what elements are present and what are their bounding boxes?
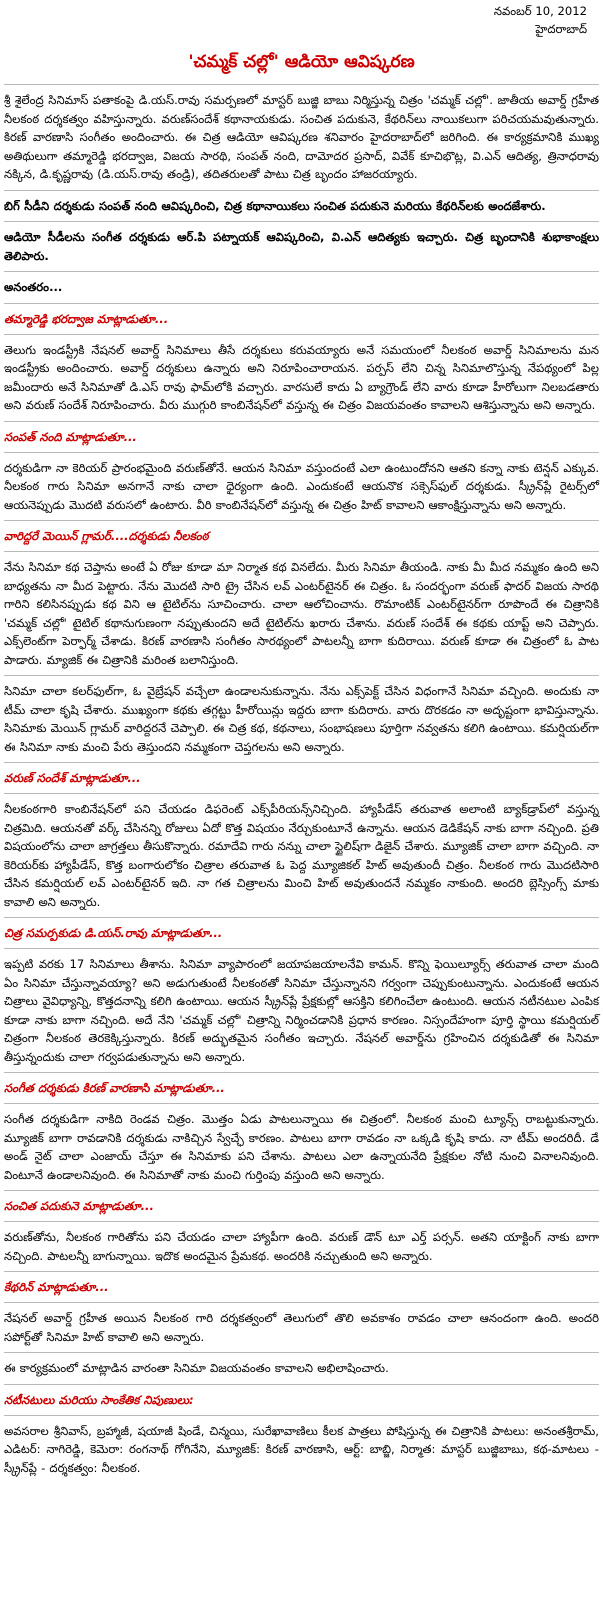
section-heading-sanchitha: సంచిత పదుకునె మాట్లాడుతూ...	[4, 1199, 154, 1213]
divider	[4, 303, 599, 304]
closing-paragraph: ఈ కార్యక్రమంలో మాట్లాడిన వారంతా సినిమా విజయవంతం కావాలని అభిలాషించారు.	[4, 1361, 389, 1375]
section-paragraph: నేను సినిమా కథ చెప్తాను అంటే ఏ రోజు కూడా మా నిర్మాత కథ వినలేదు. మీరు సినిమా తీయండి. నాకు మీ మీద నమ్మకం ఉంది అని బాధ్యతను నా మీద పెట్టారు. నేను మొదటి సారి ట్రై చేసిన లవ్ ఎంటర్‌టైనర్ ఈ చిత్రం. ఓ సందర్భంగా వరుణ్ ఫాదర్ విజయ సారథి గారిని కలిసినప్పుడు కథ విని ఆ టైటిల్‌ను సూచించారు. చాలా ఆలోచించాను. రొమాంటిక్ ఎంటర్‌టైనర్‌గా రూపొందే ఈ చిత్రానికి 'చమ్మక్ చల్లో' టైటిల్ కథానుగుణంగా నప్పుతుందని అదే టైటిల్‌ను ఖరారు చేశాను. వరుణ్ సందేశ్ ఈ కథకు యాప్ట్ అని చెప్పారు. ఎక్స్‌లెంట్‌గా పెర్ఫార్మ్ చేశాడు. కిరణ్ వారణాసి సంగీతం సారథ్యంలో పాటలన్నీ బాగా కుదిరాయి. వరుణ్ కూడా ఈ చిత్రంలో ఓ పాట పాడారు. మ్యాజిక్ ఈ చిత్రానికి మరింత బలానిస్తుంది.	[4, 560, 599, 667]
divider	[4, 1103, 599, 1104]
section-paragraph: ఇప్పటి వరకు 17 సినిమాలు తీశాను. సినిమా వ్యాపారంలో జయాపజయాలనేవి కామన్. కొన్ని ఫెయిల్యూర్స్ తరువాత చాలా మంది ఏం సినిమా చేస్తున్నావయ్యా? అని అడుగుతుంటే నీలకంఠతో సినిమా చేస్తున్నానని గర్వంగా చెప్పుకుంటున్నాను. ఎందుకంటే ఆయన చిత్రాలు వైవిధ్యాన్ని, కొత్తదనాన్ని కలిగి ఉంటాయి. ఆయన స్క్రీన్‌ప్లే ప్రేక్షకుల్లో ఆసక్తిని కలిగించేలా ఉంటుంది. ఆయన నటీనటుల ఎంపిక కూడా నాకు బాగా నచ్చింది. అదే నేని 'చమ్మక్ చల్లో' చిత్రాన్ని నిర్మించడానికి ప్రధాన కారణం. నిస్సందేహంగా పూర్తి స్థాయి కమర్షియల్ చిత్రంగా నీలకంఠ తెరకెక్కిస్తున్నారు. కిరణ్ అద్భుతమైన సంగీతం ఇచ్చారు. నేషనల్ అవార్డ్‌ను గ్రహించిన దర్శకుడితో ఈ సినిమా తీస్తున్నందుకు చాలా గర్వపడుతున్నాను అని అన్నారు.	[4, 957, 599, 1064]
section-paragraph: దర్శకుడిగా నా కెరియర్ ప్రారంభమైంది వరుణ్‌తోనే. ఆయన సినిమా వస్తుందంటే ఎలా ఉంటుందోనని ఆతని కన్నా నాకు టెన్షన్ ఎక్కువ. నీలకంఠ గారు సినిమా అనగానే నాకు చాలా ధైర్యంగా ఉంది. ఎందుకంటే ఆయనొక సక్సెస్‌ఫుల్ దర్శకుడు. స్క్రీన్‌ప్లే రైటర్స్‌లో ఆయనెప్పుడు మొదటి వరుసలో ఉంటారు. వీరి కాంబినేషన్‌లో వస్తున్న ఈ చిత్రం హిట్ కావాలని ఆకాంక్షిస్తున్నాను అని అన్నారు.	[4, 460, 599, 512]
divider	[4, 520, 599, 521]
section-paragraph: నేషనల్ అవార్డ్ గ్రహీత అయిన నీలకంఠ గారి దర్శకత్వంలో తెలుగులో తొలి అవకాశం రావడం చాలా ఆనందంగా ఉంది. అందరి సపోర్ట్‌తో సినిమా హిట్ కావాలి అని అన్నారు.	[4, 1311, 599, 1344]
divider	[4, 1190, 599, 1191]
divider	[4, 948, 599, 949]
section-heading-music-director: సంగీత దర్శకుడు కిరణ్ వారణాసి మాట్లాడుతూ...	[4, 1081, 225, 1095]
divider	[4, 452, 599, 453]
divider	[4, 221, 599, 222]
divider	[4, 551, 599, 552]
divider	[4, 1072, 599, 1073]
page-title: 'చమ్మక్ చల్లో' ఆడియో ఆవిష్కరణ	[188, 52, 415, 72]
intro-paragraph: శ్రీ శైలేంద్ర సినిమాస్ పతాకంపై డి.యస్.రావు సమర్పణలో మాస్టర్ బుజ్జి బాబు నిర్మిస్తున్న చిత్రం 'చమ్మక్ చల్లో'. జాతీయ అవార్డ్ గ్రహీత నీలకంఠ దర్శకత్వం వహిస్తున్నారు. వరుణ్‌సందేశ్ కథానాయకుడు. సంచిత పదుకునె, కేథరిన్‌లు నాయికలుగా పరిచయమవుతున్నారు. కిరణ్ వారణాసి సంగీతం అందించారు. ఈ చిత్ర ఆడియో ఆవిష్కరణ శనివారం హైదరాబాద్‌లో జరిగింది. ఈ కార్యక్రమానికి ముఖ్య అతిథులుగా తమ్మారెడ్డి భరద్వాజ, విజయ సారథి, సంపత్ నంది, దామోదర ప్రసాద్, వివేక్ కూచిభొట్ల, వి.ఎన్ ఆదిత్య, త్రినాధరావు నక్కిన, డి.కృష్ణరావు (డి.యస్.రావు తండ్రి), తదితరులతో పాటు చిత్ర బృందం హాజరయ్యారు.	[4, 93, 599, 181]
section-heading-varun: వరుణ్ సందేశ్ మాట్లాడుతూ...	[4, 771, 141, 785]
section-heading-sampath: సంపత్ నంది మాట్లాడుతూ...	[4, 429, 137, 444]
release-place: హైదరాబాద్	[535, 22, 587, 36]
divider	[4, 190, 599, 191]
divider	[4, 84, 599, 85]
section-paragraph: తెలుగు ఇండస్ట్రీకి నేషనల్ అవార్డ్ సినిమాలు తీసే దర్శకులు కరువయ్యారు అనే సమయంలో నీలకంఠ అవార్డ్ సినిమాలను మన ఇండస్ట్రీకు అందించారు. అవార్డ్ దర్శకులు ఉన్నారు అని నిరూపించారాయన. పర్పస్ లేని చిన్న సినిమాలొస్తున్న నేపథ్యంలో పిల్ల జమీందారు అనే సినిమాతో డి.ఎస్ రావు ఫామ్‌లోకి వచ్చారు. వారసులే కాదు ఏ బ్యాగ్రౌండ్ లేని వారు కూడా హీరోలుగా నిలబడతారు అని వరుణ్ సందేశ్ నిరూపించారు. వీరు ముగ్గురి కాంబినేషన్‌లో వస్తున్న ఈ చిత్రం విజయవంతం కావాలని ఆశిస్తున్నాను అని అన్నారు.	[4, 342, 599, 412]
section-paragraph: సినిమా చాలా కలర్‌ఫుల్‌గా, ఓ వైబ్రేషన్ వచ్చేలా ఉండాలనుకున్నాను. నేను ఎక్స్‌పెక్ట్ చేసిన విధంగానే సినిమా వచ్చింది. అందుకు నా టీమ్ చాలా కృషి చేశారు. ముఖ్యంగా కథకు తగ్గట్టు హీరోయిన్లు ఇద్దరు బాగా కుదిరారు. వారు దొరకడం నా అదృష్టంగా భావిస్తున్నాను. సినిమాకు మెయిన్ గ్లామర్ వారిద్దరనే చెప్పాలి. ఈ చిత్ర కథ, కథనాలు, సంభాషణలు పూర్తిగా నవ్వతను కలిగి ఉంటాయి. కమర్షియల్‌గా ఈ సినిమా నాకు మంచి పేరు తెస్తుందని నమ్మకంగా చెప్తగలను అని అన్నారు.	[4, 684, 599, 754]
section-paragraph: సంగీత దర్శకుడిగా నాకిది రెండవ చిత్రం. మొత్తం ఏడు పాటలున్నాయి ఈ చిత్రంలో. నీలకంఠ మంచి ట్యూన్స్ రాబట్టుకున్నారు. మ్యూజిక్ బాగా రావడానికి దర్శకుడు నాకిచ్చిన స్వేచ్ఛే కారణం. పాటలు బాగా రావడం నా ఒక్కడి కృషి కాదు. నా టీమ్ అందరిదీ. డే అండ్ నైట్ చాలా ఎంజాయ్ చేస్తూ ఈ సినిమాకు పని చేశాను. పాటలు ఎలా ఉన్నాయనేది ప్రేక్షకుల నోటి నుంచి వినాలనివుంది. వింటూనే ఉండాలనివుంది. ఈ సినిమాతో నాకు మంచి గుర్తింపు వస్తుంది అని అన్నారు.	[4, 1112, 599, 1182]
intro-paragraph: బిగ్ సీడీని దర్శకుడు సంపత్ నంది ఆవిష్కరించి, చిత్ర కథానాయికలు సంచిత పదుకునె మరియు కేథరిన్‌లకు అందజేశారు.	[4, 198, 546, 213]
section-paragraph: వరుణ్‌తోను, నీలకంఠ గారితోను పని చేయడం చాలా హ్యాపీగా ఉంది. వరుణ్ డౌన్ టూ ఎర్త్ పర్సన్. అతని యాక్టింగ్ నాకు బాగా నచ్చింది. పాటలన్నీ బాగున్నాయి. ఇదొక అందమైన ప్రేమకథ. అందరికి నచ్చుతుంది అని అన్నారు.	[4, 1230, 599, 1263]
section-heading-director: వారిద్దరే మెయిన్ గ్లామర్....దర్శకుడు నీలకంఠ	[4, 529, 209, 543]
divider	[4, 1384, 599, 1385]
divider	[4, 762, 599, 763]
divider	[4, 675, 599, 676]
intro-paragraph: ఆడియో సీడీలను సంగీత దర్శకుడు ఆర్.పి పట్నాయక్ ఆవిష్కరించి, వి.ఎన్ ఆదిత్యకు ఇచ్చారు. చిత్ర బృందానికి శుభాకాంక్షలు తెలిపారు.	[4, 230, 599, 263]
section-heading-tammareddy: తమ్మారెడ్డి భరద్వాజ మాట్లాడుతూ...	[4, 311, 169, 326]
divider	[4, 271, 599, 272]
divider	[4, 1271, 599, 1272]
release-date: నవంబర్ 10, 2012	[493, 4, 587, 18]
divider	[4, 1415, 599, 1416]
section-heading-presenter: చిత్ర సమర్పకుడు డి.యస్.రావు మాట్లాడుతూ...	[4, 926, 223, 940]
credits-paragraph: అవసరాల శ్రీనివాస్, బ్రహ్మాజీ, షయాజీ షిండే, చిన్మయి, సురేఖావాణిలు కీలక పాత్రలు పోషిస్తున్న ఈ చిత్రానికి పాటలు: అనంతశ్రీరామ్, ఎడిటర్: నాగిరెడ్డి, కెమెరా: రంగనాథ్ గోగినేని, మ్యూజిక్: కిరణ్ వారణాసి, ఆర్ట్: బాబ్జి, నిర్మాత: మాస్టర్ బుజ్జిబాబు, కథ-మాటలు - స్క్రీన్‌ప్లే - దర్శకత్వం: నీలకంఠ.	[4, 1423, 599, 1475]
divider	[4, 793, 599, 794]
divider	[4, 1352, 599, 1353]
credits-heading: నటీనటులు మరియు సాంకేతిక నిపుణులు:	[4, 1392, 194, 1407]
divider	[4, 917, 599, 918]
after-label: అనంతరం...	[4, 280, 63, 294]
date-block	[4, 2, 599, 38]
divider	[4, 334, 599, 335]
section-paragraph: నీలకంఠగారి కాంబినేషన్‌లో పని చేయడం డిఫరెంట్ ఎక్స్‌పీరియన్స్‌నిచ్చింది. హ్యాపీడేస్ తరువాత అలాంటి బ్యాక్‌డ్రాప్‌లో వస్తున్న చిత్రమిది. ఆయనతో వర్క్ చేసినన్ని రోజులు ఏదో కొత్త విషయం నేర్చుకుంటూనే ఉన్నాను. ఆయన డెడికేషన్ నాకు బాగా నచ్చింది. ప్రతి విషయంలోను చాలా జాగ్రత్తలు తీసుకొన్నారు. రమాదేవి గారు నన్ను చాలా స్టైలిష్‌గా డిజైన్ చేశారు. మ్యూజిక్ చాలా బాగా వచ్చింది. నా కెరియర్‌కు హ్యాపీడేస్, కొత్త బంగారులోకం చిత్రాల తరువాత ఓ పెద్ద మ్యూజికల్ హిట్ అవుతుందీ చిత్రం. నీలకంఠ గారు మొదటిసారి చేసిన కమర్షియల్ లవ్ ఎంటర్‌టైనర్ ఇది. నా గత చిత్రాలను మించి హిట్ అవుతుందనే నమ్మకం నాకుంది. అందరి బ్లెస్సింగ్స్ మాకు కావాలి అని అన్నారు.	[4, 802, 599, 909]
section-heading-catherine: కేథరిన్ మాట్లాడుతూ...	[4, 1280, 109, 1294]
divider	[4, 1221, 599, 1222]
divider	[4, 421, 599, 422]
divider	[4, 1302, 599, 1303]
